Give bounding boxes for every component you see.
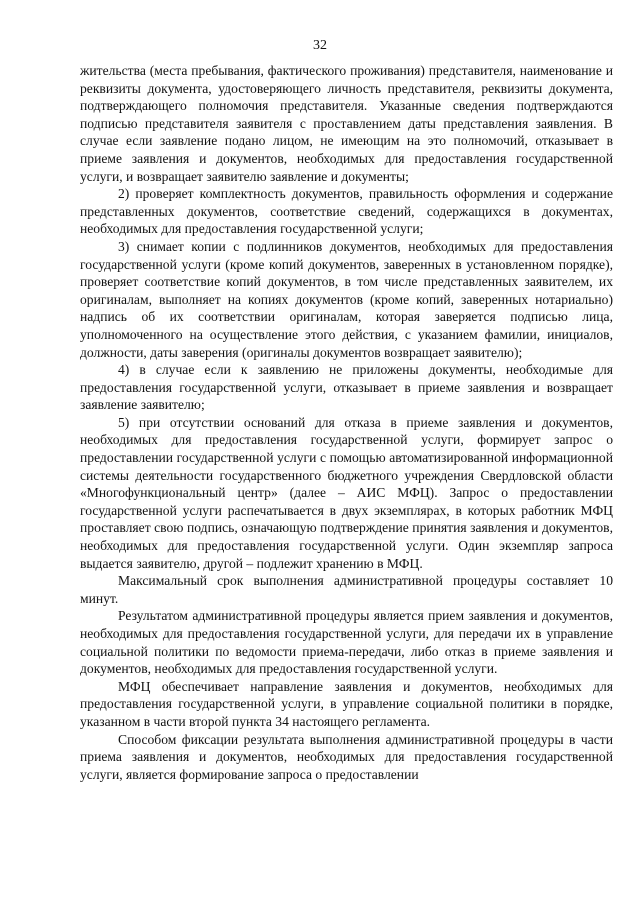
paragraph-max-duration: Максимальный срок выполнения административной процедуры составляет 10 минут. — [80, 573, 613, 606]
paragraph-item-5: 5) при отсутствии оснований для отказа в приеме заявления и документов, необходимых для предоставления государственной услуги, формирует запрос о предоставлении государственной услуги с помощью автоматизированной информационной системы деятельности государственного бюджетного учреждения Свердловской области «Многофункциональный центр» (далее – АИС МФЦ). Запрос о предоставлении государственной услуги распечатывается в двух экземплярах, в которых работник МФЦ проставляет свою подпись, означающую подтверждение принятия заявления и документов, необходимых для предоставления государственной услуги. Один экземпляр запроса выдается заявителю, другой – подлежит хранению в МФЦ. — [80, 414, 613, 571]
paragraph-item-4: 4) в случае если к заявлению не приложены документы, необходимые для предоставления государственной услуги, отказывает в приеме заявления и возвращает заявление заявителю; — [80, 362, 613, 413]
paragraph-item-2: 2) проверяет комплектность документов, правильность оформления и содержание представленных документов, соответствие сведений, содержащихся в документах, необходимых для предоставления государственной услуги; — [80, 186, 613, 237]
paragraph-result: Результатом административной процедуры является прием заявления и документов, необходимых для предоставления государственной услуги, для передачи их в управление социальной политики по ведомости приема-передачи, либо отказ в приеме заявления и документов, необходимых для предоставления государственной услуги. — [80, 608, 613, 677]
paragraph-mfc-transfer: МФЦ обеспечивает направление заявления и документов, необходимых для предоставления государственной услуги, в управление социальной политики в порядке, указанном в части второй пункта 34 настоящего регламента. — [80, 678, 613, 729]
page-number: 32 — [313, 38, 327, 53]
paragraph-fixation-method: Способом фиксации результата выполнения административной процедуры в части приема заявления и документов, необходимых для предоставления государственной услуги, является формирование запроса о предоставлении — [80, 731, 613, 782]
paragraph-item-3: 3) снимает копии с подлинников документов, необходимых для предоставления государственной услуги (кроме копий документов, заверенных в установленном порядке), проверяет соответствие копий документов, в том числе представленных заявителем, их оригиналам, выполняет на копиях документов (кроме копий, заверенных нотариально) надпись об их соответствии оригиналам, которая заверяется подписью лица, уполномоченного на осуществление этого действия, с указанием фамилии, инициалов, должности, даты заверения (оригиналы документов возвращает заявителю); — [80, 238, 613, 360]
paragraph-continuation: жительства (места пребывания, фактического проживания) представителя, наименование и реквизиты документа, удостоверяющего личность представителя, реквизиты документа, подтверждающего полномочия представителя. Указанные сведения подтверждаются подписью представителя заявителя с проставлением даты представления заявления. В случае если заявление подано лицом, не имеющим на это полномочий, отказывает в приеме заявления и документов, необходимых для предоставления государственной услуги, и возвращает заявителю заявление и документы; — [80, 63, 613, 184]
document-body — [80, 62, 613, 783]
